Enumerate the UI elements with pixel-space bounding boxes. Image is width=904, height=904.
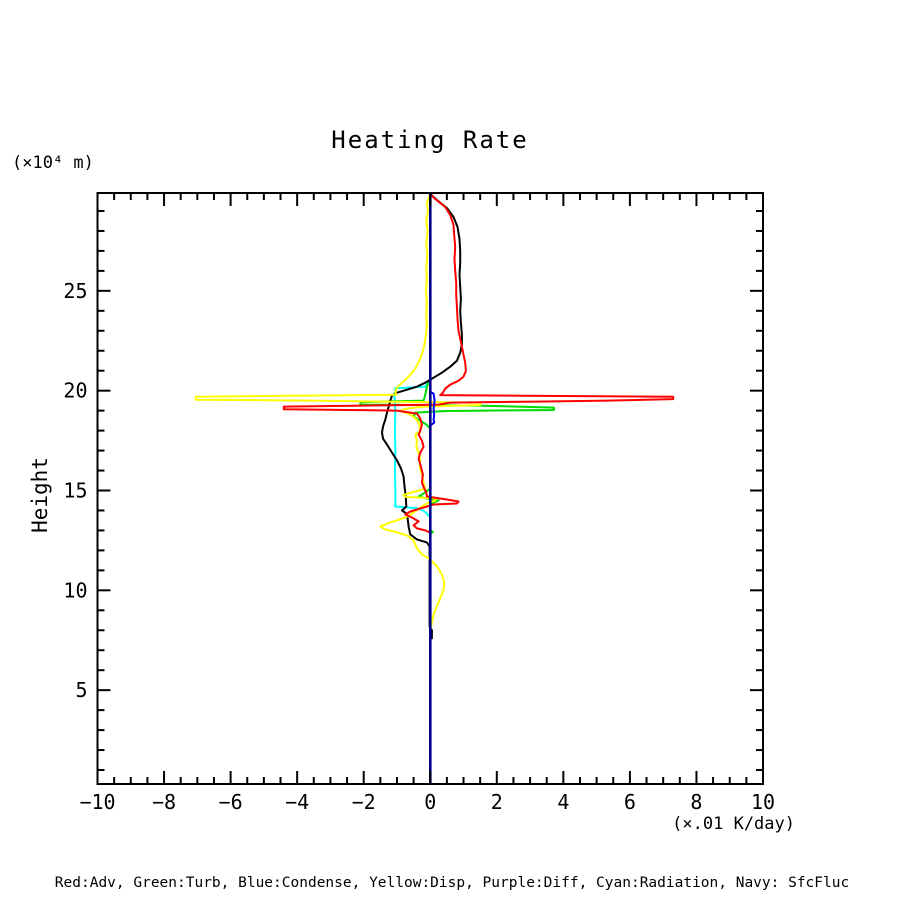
- x-tick-label: −2: [351, 790, 376, 814]
- x-tick-label: 8: [690, 790, 703, 814]
- y-axis-title: Height: [28, 457, 52, 533]
- series-black-total: [382, 194, 462, 638]
- chart-title: Heating Rate: [331, 126, 529, 154]
- series-red-adv: [284, 194, 673, 534]
- x-tick-label: 4: [557, 790, 570, 814]
- series-green-turb: [360, 194, 554, 783]
- y-tick-label: 25: [63, 278, 88, 303]
- y-tick-label: 10: [63, 578, 88, 603]
- y-tick-label: 20: [63, 378, 88, 403]
- legend-caption: Red:Adv, Green:Turb, Blue:Condense, Yellow:Disp, Purple:Diff, Cyan:Radiation, Navy: SfcFluc: [54, 875, 850, 891]
- x-tick-label: 6: [623, 790, 636, 814]
- x-tick-label: 0: [424, 790, 437, 814]
- y-axis-unit-label: (×10⁴ m): [12, 153, 94, 173]
- x-tick-label: −6: [218, 790, 243, 814]
- y-tick-label: 15: [63, 478, 88, 503]
- y-tick-label: 5: [75, 678, 88, 703]
- x-tick-label: −8: [152, 790, 177, 814]
- x-tick-label: −10: [79, 790, 116, 814]
- x-axis-unit-label: (×.01 K/day): [672, 814, 795, 834]
- x-tick-label: 2: [490, 790, 503, 814]
- x-tick-label: −4: [285, 790, 310, 814]
- x-tick-label: 10: [750, 790, 776, 814]
